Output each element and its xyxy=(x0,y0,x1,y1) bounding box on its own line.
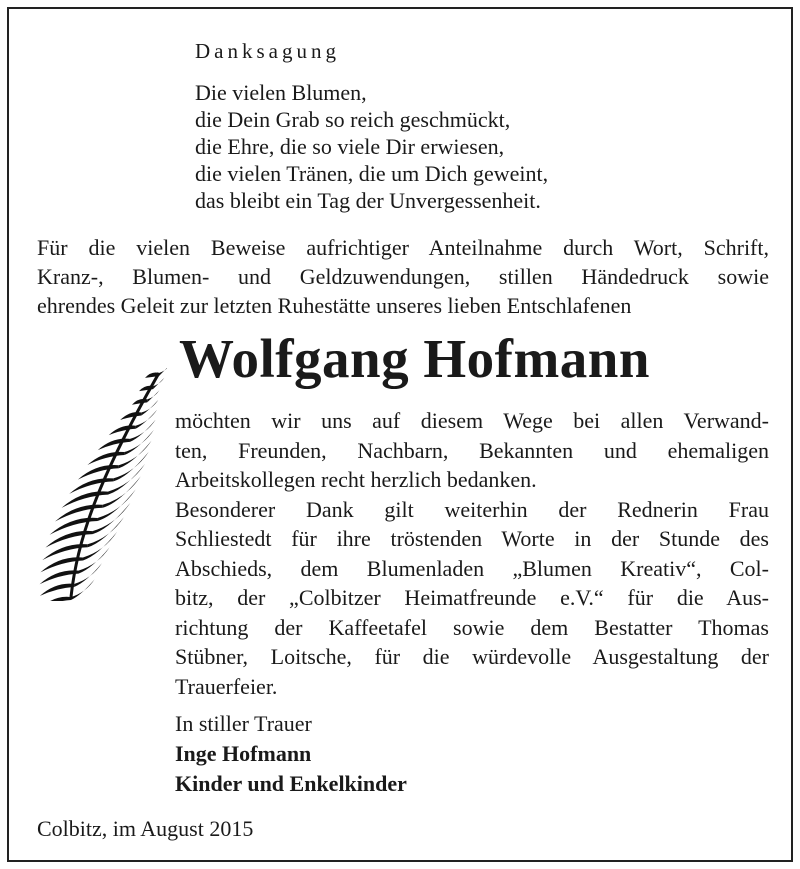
deceased-name: Wolfgang Hofmann xyxy=(179,328,650,389)
poem-line: die vielen Tränen, die um Dich geweint, xyxy=(195,161,549,186)
intro-line: Kranz-, Blumen- und Geldzuwendungen, stillen Händedruck sowie xyxy=(37,264,769,289)
body-line: Arbeitskollegen recht herzlich bedanken. xyxy=(175,467,537,492)
signature-name: Inge Hofmann xyxy=(175,741,312,766)
intro-line: ehrendes Geleit zur letzten Ruhestätte unseres lieben Entschlafenen xyxy=(37,293,632,318)
body-line: bitz, der „Colbitzer Heimatfreunde e.V.“ für die Aus- xyxy=(175,585,769,610)
intro-paragraph xyxy=(37,233,769,320)
body-line: Stübner, Loitsche, für die würdevolle Ausgestaltung der xyxy=(175,644,769,669)
poem-line: das bleibt ein Tag der Unvergessenheit. xyxy=(195,188,541,213)
signature-family: Kinder und Enkelkinder xyxy=(175,771,407,796)
poem-line: die Ehre, die so viele Dir erwiesen, xyxy=(195,134,505,159)
signature-intro: In stiller Trauer xyxy=(175,711,312,736)
poem-line: die Dein Grab so reich geschmückt, xyxy=(195,107,511,132)
body-line: Abschieds, dem Blumenladen „Blumen Kreativ“, Col- xyxy=(175,555,769,581)
place-date: Colbitz, im August 2015 xyxy=(37,816,254,841)
heading: Danksagung xyxy=(195,39,340,63)
signature-block xyxy=(175,709,407,799)
poem-line: Die vielen Blumen, xyxy=(195,80,367,105)
notice-frame xyxy=(7,7,793,862)
body-paragraph xyxy=(175,406,769,701)
body-line: Schliestedt für ihre tröstenden Worte in der Stunde des xyxy=(175,526,769,551)
intro-line: Für die vielen Beweise aufrichtiger Anteilnahme durch Wort, Schrift, xyxy=(37,235,769,260)
body-line: richtung der Kaffeetafel sowie dem Bestatter Thomas xyxy=(175,614,769,640)
body-line: Trauerfeier. xyxy=(175,673,278,699)
body-line: Besonderer Dank gilt weiterhin der Rednerin Frau xyxy=(175,496,769,522)
body-line: ten, Freunden, Nachbarn, Bekannten und ehemaligen xyxy=(175,437,769,463)
palm-frond-icon xyxy=(37,361,167,601)
poem xyxy=(195,79,548,214)
body-line: möchten wir uns auf diesem Wege bei allen Verwand- xyxy=(175,408,769,433)
